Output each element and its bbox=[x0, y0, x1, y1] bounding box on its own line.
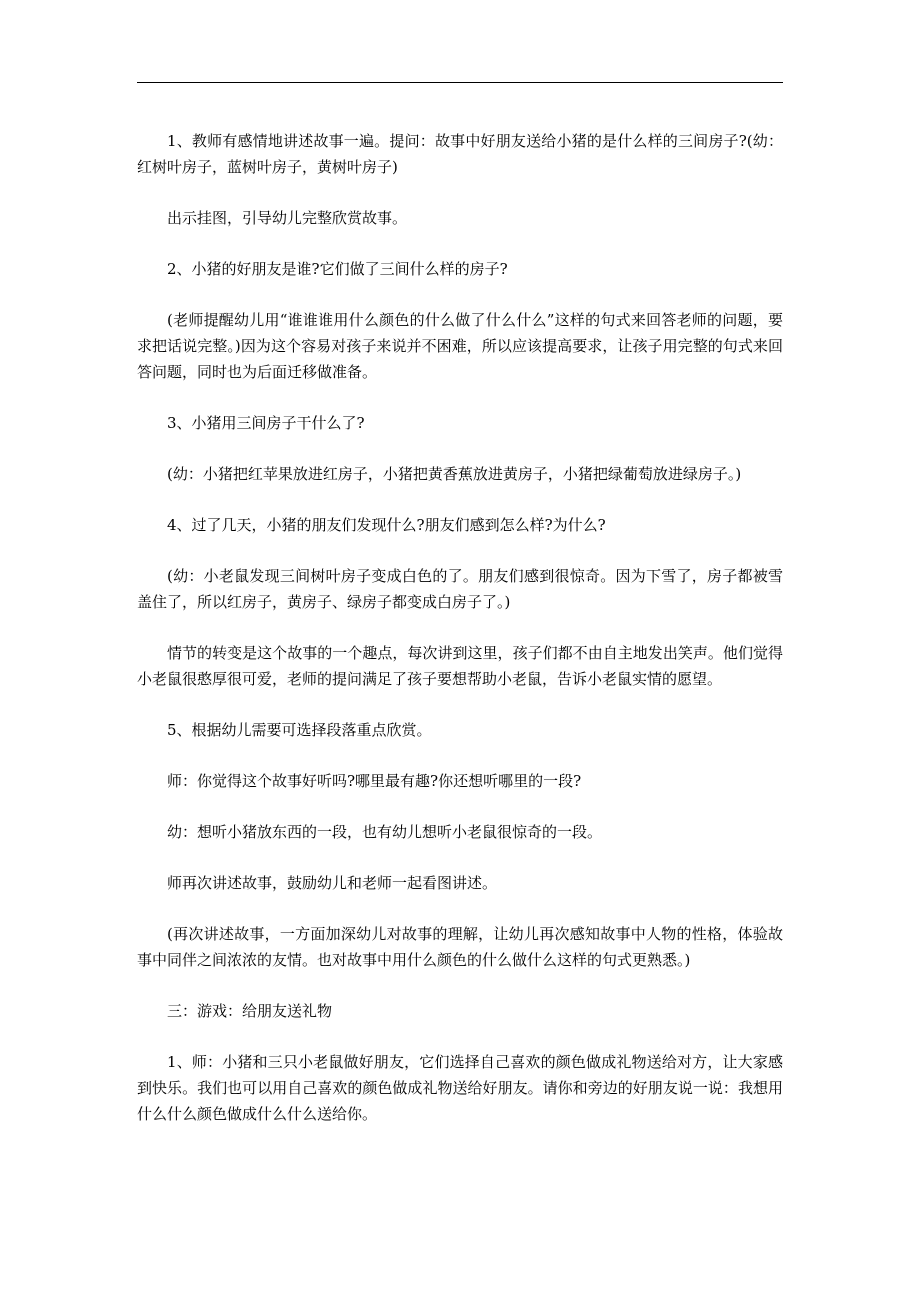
paragraph-answer-3: (幼：小猪把红苹果放进红房子，小猪把黄香蕉放进黄房子，小猪把绿葡萄放进绿房子。) bbox=[167, 465, 742, 483]
paragraph-show-picture: 出示挂图，引导幼儿完整欣赏故事。 bbox=[167, 209, 408, 227]
paragraph-question-1: 1、教师有感情地讲述故事一遍。提问：故事中好朋友送给小猪的是什么样的三间房子?(幼：红树叶房子，蓝树叶房子，黄树叶房子) bbox=[137, 132, 783, 176]
paragraph-step-5: 5、根据幼儿需要可选择段落重点欣赏。 bbox=[167, 721, 432, 739]
section-heading-game: 三：游戏：给朋友送礼物 bbox=[167, 1002, 333, 1020]
paragraph-game-1: 1、师：小猪和三只小老鼠做好朋友，它们选择自己喜欢的颜色做成礼物送给对方，让大家感到快乐。我们也可以用自己喜欢的颜色做成礼物送给好朋友。请你和旁边的好朋友说一说：我想用什么什么颜色做成什么什么送给你。 bbox=[137, 1053, 783, 1123]
paragraph-answer-4: (幼：小老鼠发现三间树叶房子变成白色的了。朋友们感到很惊奇。因为下雪了，房子都被雪盖住了，所以红房子，黄房子、绿房子都变成白房子了。) bbox=[137, 567, 783, 611]
paragraph-question-3: 3、小猪用三间房子干什么了? bbox=[167, 414, 365, 432]
paragraph-question-2: 2、小猪的好朋友是谁?它们做了三间什么样的房子? bbox=[167, 260, 508, 278]
paragraph-question-4: 4、过了几天，小猪的朋友们发现什么?朋友们感到怎么样?为什么? bbox=[167, 516, 606, 534]
paragraph-teacher-ask: 师：你觉得这个故事好听吗?哪里最有趣?你还想听哪里的一段? bbox=[167, 772, 582, 790]
paragraph-retell: 师再次讲述故事，鼓励幼儿和老师一起看图讲述。 bbox=[167, 874, 498, 892]
paragraph-teacher-reminder: (老师提醒幼儿用“谁谁谁用什么颜色的什么做了什么什么”这样的句式来回答老师的问题，要求把话说完整。)因为这个容易对孩子来说并不困难，所以应该提高要求，让孩子用完整的句式来回答问题，同时也为后面迁移做准备。 bbox=[137, 311, 783, 381]
paragraph-retell-note: (再次讲述故事，一方面加深幼儿对故事的理解，让幼儿再次感知故事中人物的性格，体验故事中同伴之间浓浓的友情。也对故事中用什么颜色的什么做什么这样的句式更熟悉。) bbox=[137, 925, 783, 969]
document-body bbox=[137, 128, 783, 1152]
paragraph-child-answer: 幼：想听小猪放东西的一段，也有幼儿想听小老鼠很惊奇的一段。 bbox=[167, 823, 603, 841]
header-rule bbox=[137, 82, 783, 83]
paragraph-plot-turn: 情节的转变是这个故事的一个趣点，每次讲到这里，孩子们都不由自主地发出笑声。他们觉得小老鼠很憨厚很可爱，老师的提问满足了孩子要想帮助小老鼠，告诉小老鼠实情的愿望。 bbox=[137, 644, 783, 688]
